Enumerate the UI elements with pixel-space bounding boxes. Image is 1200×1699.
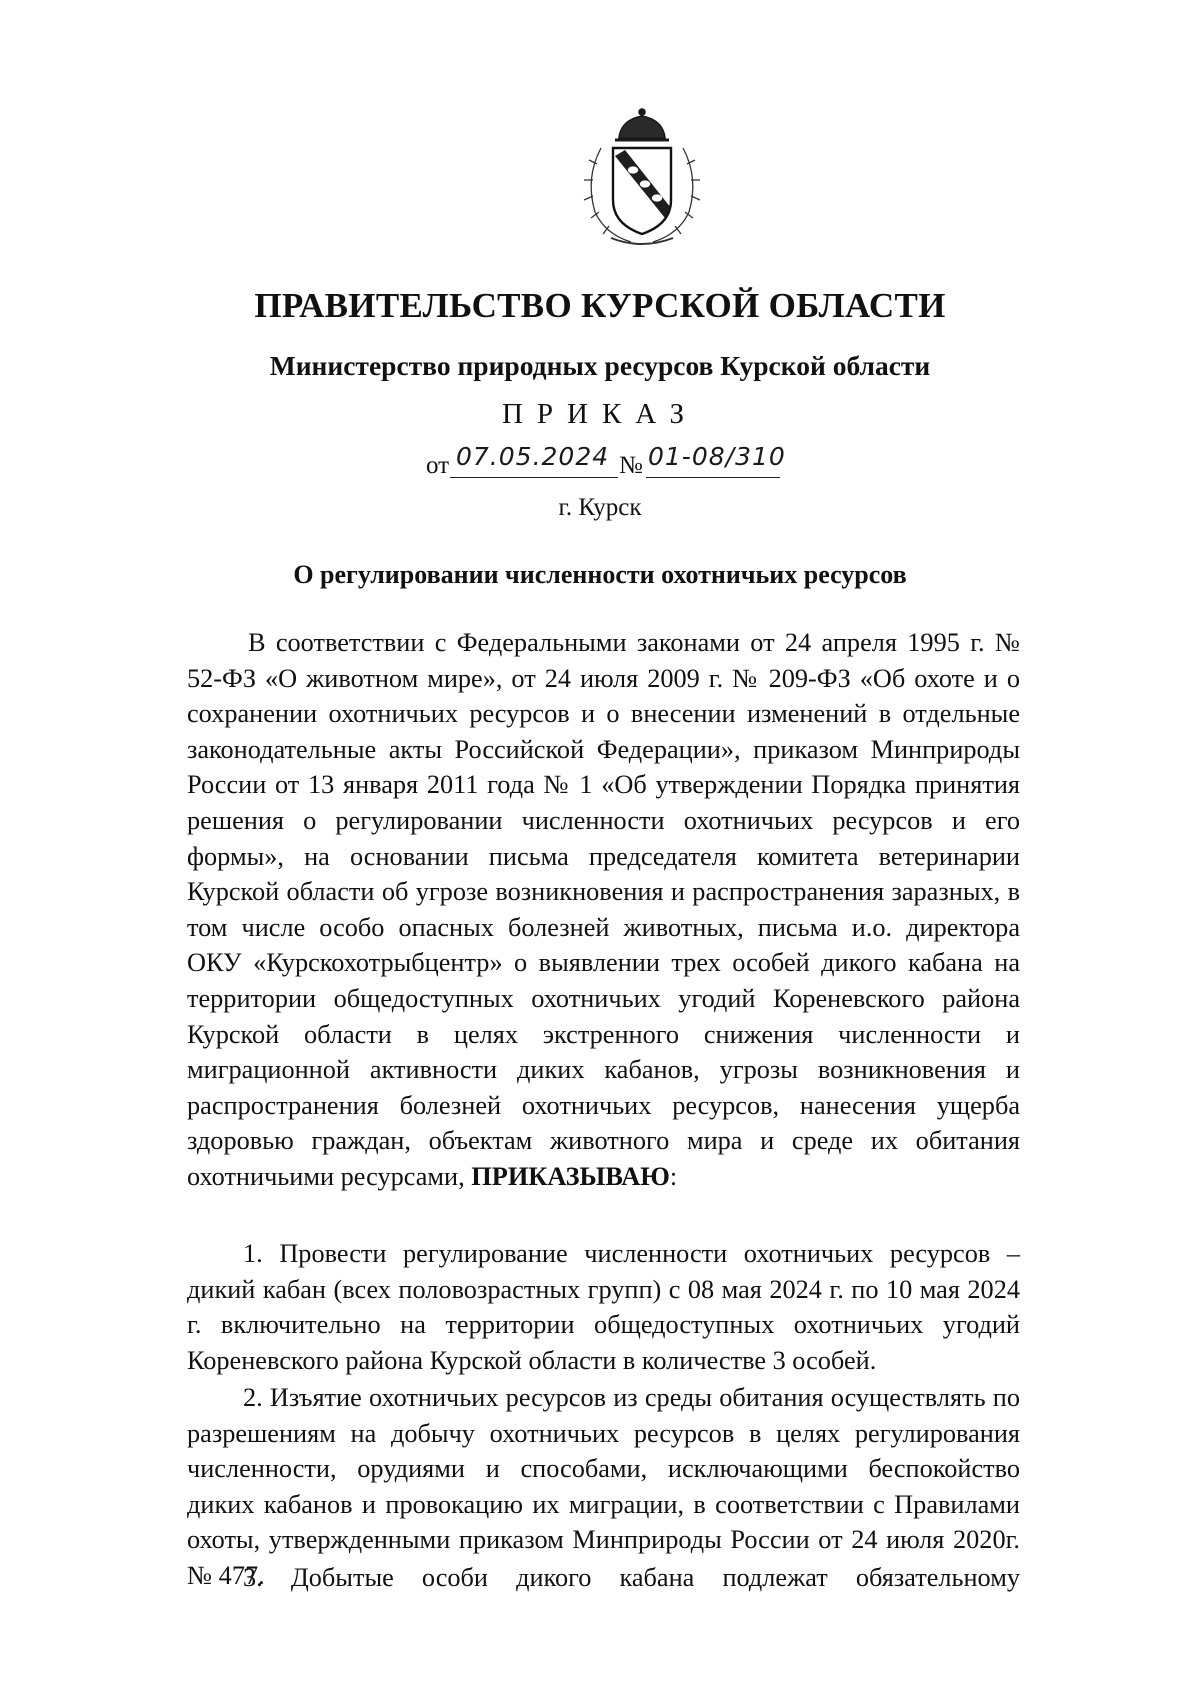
order-date: 07.05.2024 xyxy=(456,442,610,471)
order-item-1: 1. Провести регулирование численности охотничьих ресурсов – дикий кабан (всех половозрастных групп) с 08 мая 2024 г. по 10 мая 2024 г. включительно на территории общедоступных охотничьих угодий Кореневского района Курской области в количестве 3 особей. xyxy=(187,1239,1020,1375)
city: г. Курск xyxy=(558,494,642,521)
order-item-1-block xyxy=(187,1236,1020,1378)
document-type: ПРИКАЗ xyxy=(501,398,699,430)
order-item-3-block xyxy=(187,1560,1020,1596)
order-number: 01-08/310 xyxy=(648,442,786,471)
ministry-title: Министерство природных ресурсов Курской области xyxy=(269,350,931,381)
date-prefix: от xyxy=(426,452,450,479)
order-date-number-line xyxy=(426,442,846,482)
preamble-text: В соответствии с Федеральными законами от 24 апреля 1995 г. № 52-ФЗ «О животном мире», от 24 июля 2009 г. № 209-ФЗ «Об охоте и о сохранении охотничьих ресурсов и о внесении изменений в отдельные законодательные акты Российской Федерации», приказом Минприроды России от 13 января 2011 года № 1 «Об утверждении Порядка принятия решения о регулировании численности охотничьих ресурсов и его формы», на основании письма председателя комитета ветеринарии Курской области об угрозе возникновения и распространения заразных, в том числе особо опасных болезней животных, письма и.о. директора ОКУ «Курскохотрыбцентр» о выявлении трех особей дикого кабана на территории общедоступных охотничьих угодий Кореневского района Курской области в целях экстренного снижения численности и миграционной активности диких кабанов, угрозы возникновения и распространения болезней охотничьих ресурсов, нанесения ущерба здоровью граждан, объектам животного мира и среде их обитания охотничьими ресурсами, xyxy=(187,628,1020,1191)
number-prefix: № xyxy=(619,452,643,479)
preamble-paragraph xyxy=(187,625,1020,1195)
preamble-block xyxy=(187,625,1020,1195)
order-colon: : xyxy=(669,1161,678,1191)
order-item-3: 3. Добытые особи дикого кабана подлежат обязательному xyxy=(243,1563,1020,1592)
order-word: ПРИКАЗЫВАЮ xyxy=(471,1161,670,1191)
number-underline xyxy=(646,477,780,478)
date-underline xyxy=(450,477,618,478)
government-title: ПРАВИТЕЛЬСТВО КУРСКОЙ ОБЛАСТИ xyxy=(254,286,946,325)
order-item-2: 2. Изъятие охотничьих ресурсов из среды обитания осуществлять по разрешениям на добычу охотничьих ресурсов в целях регулирования численности, орудиями и способами, исключающими беспокойство диких кабанов и провокацию их миграции, в соответствии с Правилами охоты, утвержденными приказом Минприроды России от 24 июля 2020г. № 477. xyxy=(187,1383,1020,1590)
coat-of-arms-icon xyxy=(571,108,713,250)
order-subject: О регулировании численности охотничьих ресурсов xyxy=(293,560,907,589)
